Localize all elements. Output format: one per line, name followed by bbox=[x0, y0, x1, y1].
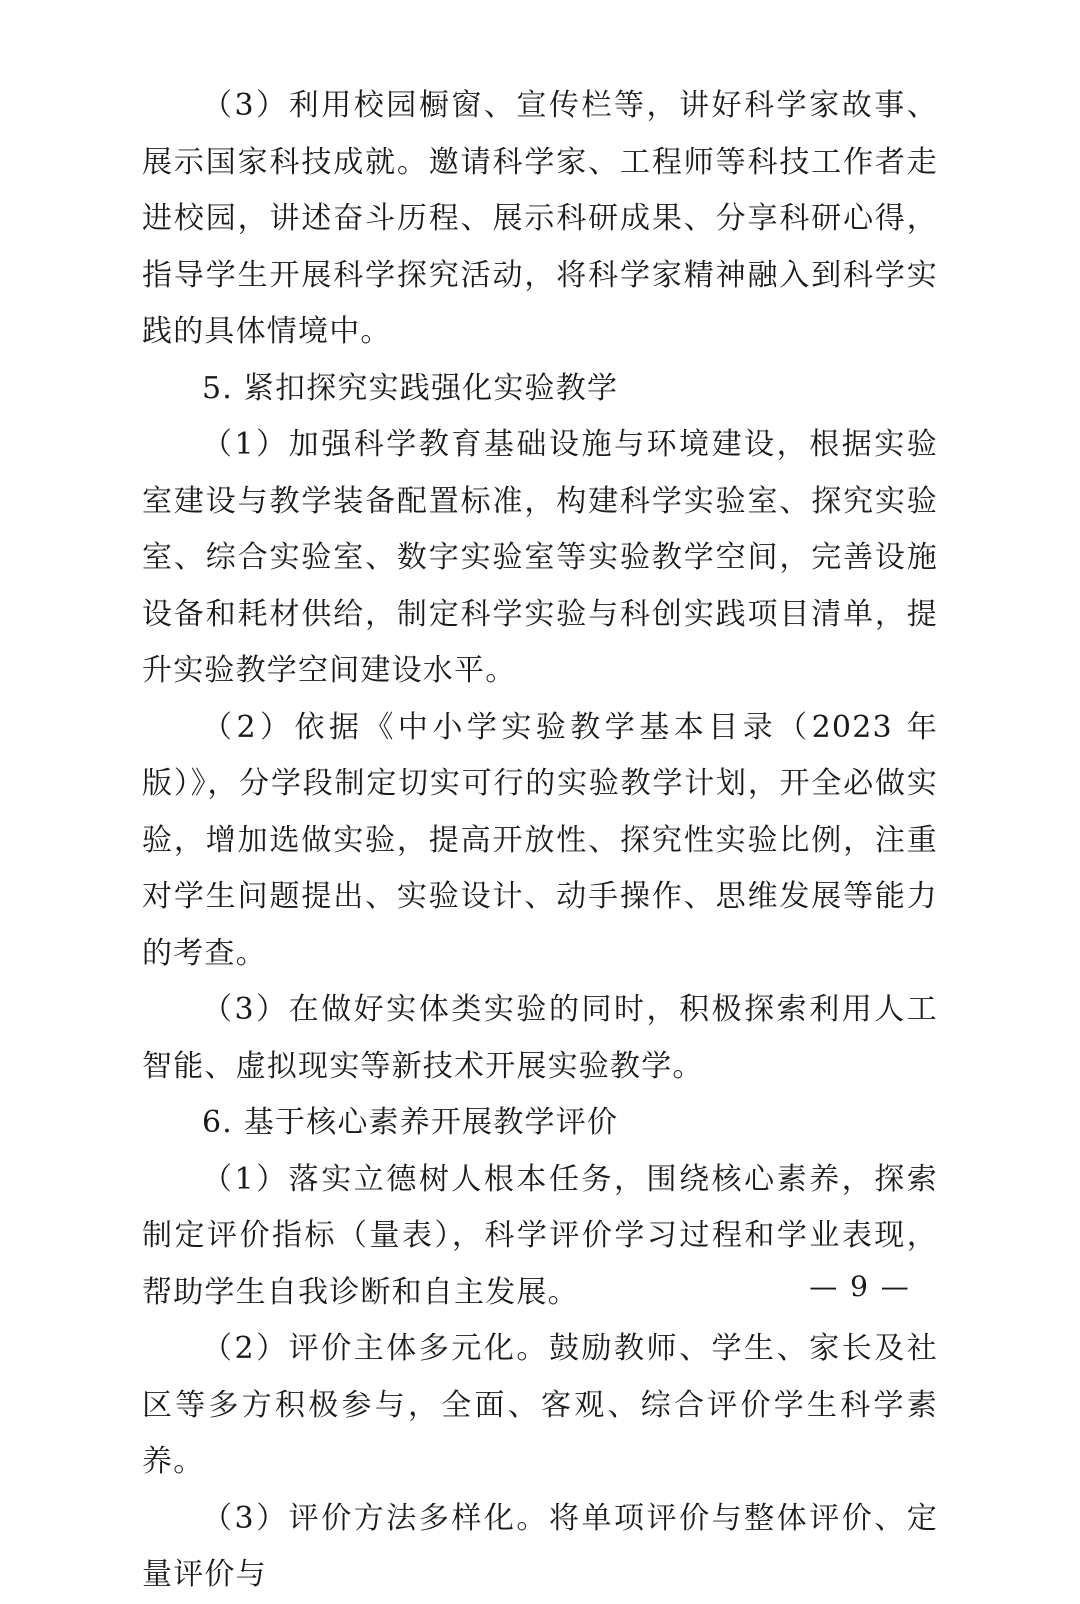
section-heading-6: 6. 基于核心素养开展教学评价 bbox=[202, 1105, 619, 1140]
paragraph-6-3-evaluation-methods: （3）评价方法多样化。将单项评价与整体评价、定量评价与 bbox=[142, 1500, 938, 1592]
paragraph-6-2-evaluation-subjects: （2）评价主体多元化。鼓励教师、学生、家长及社区等多方积极参与，全面、客观、综合评价学生科学素养。 bbox=[142, 1331, 938, 1479]
paragraph-5-1-facilities: （1）加强科学教育基础设施与环境建设，根据实验室建设与教学装备配置标准，构建科学实验室、探究实验室、综合实验室、数字实验室等实验教学空间，完善设施设备和耗材供给，制定科学实验与科创实践项目清单，提升实验教学空间建设水平。 bbox=[142, 427, 938, 688]
paragraph-5-3-new-tech: （3）在做好实体类实验的同时，积极探索利用人工智能、虚拟现实等新技术开展实验教学。 bbox=[142, 992, 938, 1084]
paragraph-3-showcase: （3）利用校园橱窗、宣传栏等，讲好科学家故事、展示国家科技成就。邀请科学家、工程师等科技工作者走进校园，讲述奋斗历程、展示科研成果、分享科研心得，指导学生开展科学探究活动，将科学家精神融入到科学实践的具体情境中。 bbox=[142, 88, 938, 349]
document-body bbox=[142, 78, 938, 1604]
section-heading-5: 5. 紧扣探究实践强化实验教学 bbox=[202, 370, 619, 406]
page-number: — 9 — bbox=[809, 1270, 911, 1303]
paragraph-5-2-experiment-plan: （2）依据《中小学实验教学基本目录（2023 年版）》，分学段制定切实可行的实验教学计划，开全必做实验，增加选做实验，提高开放性、探究性实验比例，注重对学生问题提出、实验设计、动手操作、思维发展等能力的考查。 bbox=[142, 709, 938, 971]
paragraph-6-1-evaluation-index: （1）落实立德树人根本任务，围绕核心素养，探索制定评价指标（量表），科学评价学习过程和学业表现，帮助学生自我诊断和自主发展。 bbox=[142, 1161, 938, 1310]
